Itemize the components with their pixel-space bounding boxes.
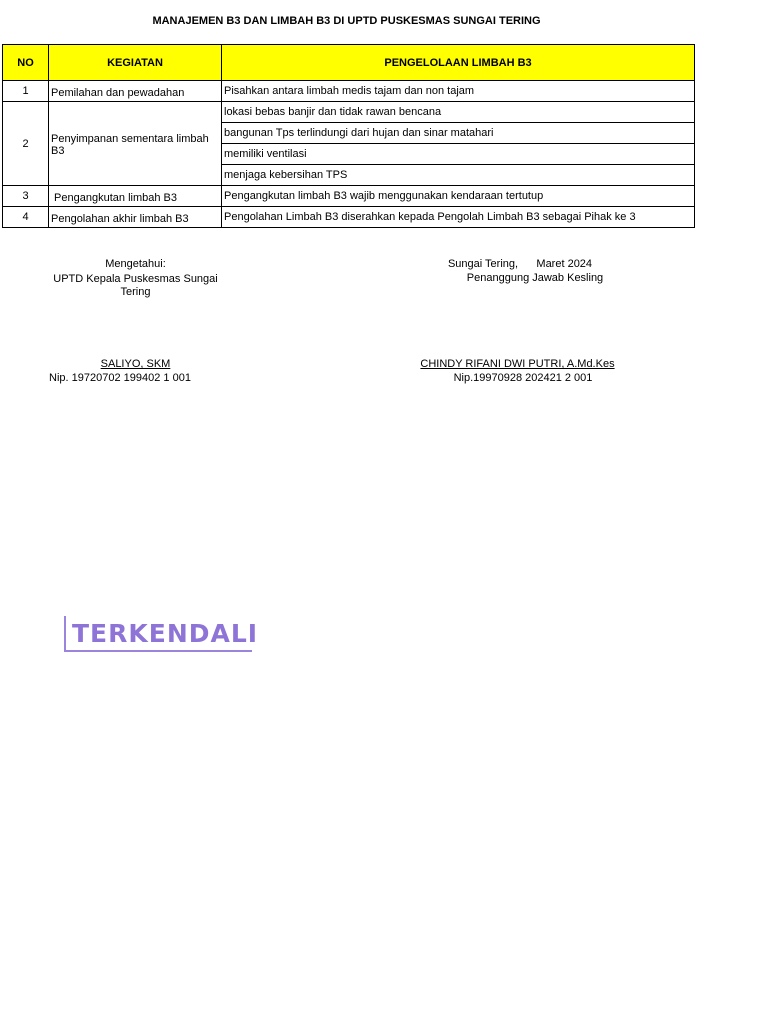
- header-kegiatan: KEGIATAN: [49, 45, 222, 81]
- row-management-item: menjaga kebersihan TPS: [222, 165, 695, 186]
- row-activity: Pengangkutan limbah B3: [49, 186, 222, 207]
- signature-left-nip: Nip. 19720702 199402 1 001: [49, 372, 191, 384]
- row-activity: Pengolahan akhir limbah B3: [49, 207, 222, 228]
- header-no: NO: [3, 45, 49, 81]
- signature-right-name: [410, 358, 625, 371]
- table-row: [3, 186, 695, 207]
- signature-left-label: Mengetahui:: [105, 258, 166, 270]
- signature-right-name-text: CHINDY RIFANI DWI PUTRI, A.Md.Kes: [420, 358, 615, 370]
- row-management-item: Pisahkan antara limbah medis tajam dan non tajam: [222, 81, 695, 102]
- row-activity: Pemilahan dan pewadahan: [49, 81, 222, 102]
- row-management-item: memiliki ventilasi: [222, 144, 695, 165]
- row-activity: Penyimpanan sementara limbah B3: [49, 102, 222, 186]
- terkendali-stamp: TERKENDALI: [64, 616, 252, 652]
- table-row: [3, 102, 695, 123]
- signature-left-name: [48, 358, 223, 371]
- row-management-item: bangunan Tps terlindungi dari hujan dan sinar matahari: [222, 123, 695, 144]
- document-title: MANAJEMEN B3 DAN LIMBAH B3 DI UPTD PUSKESMAS SUNGAI TERING: [152, 15, 541, 27]
- row-management-item: Pengolahan Limbah B3 diserahkan kepada Pengolah Limbah B3 sebagai Pihak ke 3: [222, 207, 695, 228]
- row-management-item: lokasi bebas banjir dan tidak rawan bencana: [222, 102, 695, 123]
- signature-left-position: UPTD Kepala Puskesmas Sungai Tering: [53, 273, 218, 298]
- signature-right-place-date: Sungai Tering, Maret 2024: [447, 258, 593, 270]
- table-header-row: [3, 45, 695, 81]
- row-number: 2: [3, 102, 49, 186]
- row-number: 1: [3, 81, 49, 102]
- table-row: [3, 81, 695, 102]
- signature-right-position: Penanggung Jawab Kesling: [466, 272, 604, 284]
- signature-right-nip: Nip.19970928 202421 2 001: [453, 372, 593, 384]
- row-number: 3: [3, 186, 49, 207]
- b3-management-table: [2, 44, 695, 228]
- signature-left-name-text: SALIYO, SKM: [100, 358, 171, 370]
- table-row: [3, 207, 695, 228]
- header-pengelolaan: PENGELOLAAN LIMBAH B3: [222, 45, 695, 81]
- row-number: 4: [3, 207, 49, 228]
- row-management-item: Pengangkutan limbah B3 wajib menggunakan kendaraan tertutup: [222, 186, 695, 207]
